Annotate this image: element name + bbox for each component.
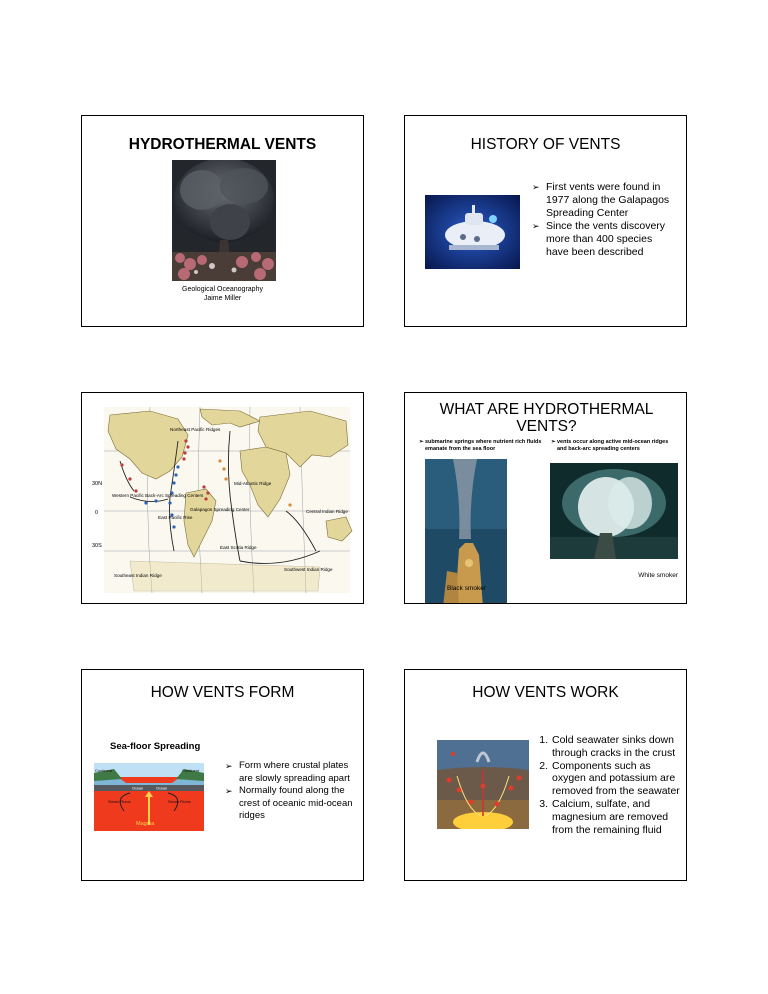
slide4-caption-right: White smoker xyxy=(638,572,678,579)
label-lat-30s: 30S xyxy=(92,543,102,549)
label-central-indian: Central Indian Ridge xyxy=(306,509,348,514)
label-mid-atlantic: Mid-Atlantic Ridge xyxy=(234,481,272,486)
white-smoker-photo xyxy=(550,463,678,559)
label-east-pacific: East Pacific Rise xyxy=(158,515,193,520)
list-item: ➢ Form where crustal plates are slowly spreading apart xyxy=(225,760,357,785)
sea-floor-spreading-diagram xyxy=(94,763,204,831)
slide-what-are-vents xyxy=(404,392,687,604)
label-lat-30n: 30N xyxy=(92,481,103,487)
slide6-step-2: Components such as oxygen and potassium are removed from the seawater xyxy=(552,759,680,798)
slide-history-of-vents xyxy=(404,115,687,327)
label-magma: Magma xyxy=(136,821,155,827)
slide2-bullet-list xyxy=(532,181,677,259)
slide6-step-3: Calcium, sulfate, and magnesium are removed from the remaining fluid xyxy=(552,797,669,836)
black-smoker-chimney-photo xyxy=(425,459,507,604)
label-plume-left: Steam Plume xyxy=(108,800,131,804)
slide4-bullet-left: ➢ submarine springs where nutrient rich fluids emanate from the sea floor xyxy=(419,439,547,452)
list-item: ➢ Since the vents discovery more than 400 species have been described xyxy=(532,220,677,259)
vent-circulation-diagram xyxy=(437,740,529,829)
label-continent-right: Continent xyxy=(182,768,200,773)
slide4-bullet-right-text: vents occur along active mid-ocean ridges and back-arc spreading centers xyxy=(557,439,669,452)
slide1-title: HYDROTHERMAL VENTS xyxy=(128,136,317,153)
slide6-title: HOW VENTS WORK xyxy=(472,684,619,701)
black-smoker-photo xyxy=(172,160,276,281)
label-southeast-indian: Southeast Indian Ridge xyxy=(114,573,162,578)
list-item: ➢ First vents were found in 1977 along the Galapagos Spreading Center xyxy=(532,181,677,220)
slide1-credit-line1: Geological Oceanography xyxy=(182,286,263,293)
slide-hydrothermal-vents xyxy=(81,115,364,327)
slide4-title: WHAT ARE HYDROTHERMAL VENTS? xyxy=(439,401,654,435)
slide5-bullet-2: Normally found along the crest of oceanic mid-ocean ridges xyxy=(239,785,353,821)
diagram-title: Sea-floor Spreading xyxy=(110,741,201,752)
label-southwest-indian: Southwest Indian Ridge xyxy=(284,567,333,572)
list-item: 2. Components such as oxygen and potassium are removed from the seawater xyxy=(534,760,684,798)
label-northeast-pacific: Northeast Pacific Ridges xyxy=(170,427,221,432)
label-ocean-left: Ocean xyxy=(132,786,144,791)
slide2-bullet-2: Since the vents discovery more than 400 species have been described xyxy=(546,220,666,258)
label-lat-0: 0 xyxy=(95,510,99,516)
label-continent-left: Continent xyxy=(95,768,113,773)
slide2-bullet-1: First vents were found in 1977 along the Galapagos Spreading Center xyxy=(546,181,670,219)
slide4-bullet-right: ➢ vents occur along active mid-ocean ridges and back-arc spreading centers xyxy=(551,439,679,452)
slide5-title: HOW VENTS FORM xyxy=(150,684,295,701)
slide-vent-locations-map xyxy=(81,392,364,604)
slide6-steps-list xyxy=(534,734,684,836)
label-ocean-right: Ocean xyxy=(156,786,168,791)
slide-how-vents-form xyxy=(81,669,364,881)
world-vent-map xyxy=(90,401,356,597)
slide5-bullet-1: Form where crustal plates are slowly spreading apart xyxy=(239,760,350,784)
label-galapagos: Galapagos Spreading Center xyxy=(190,507,250,512)
submersible-photo xyxy=(425,195,520,269)
label-east-scotia: East Scotia Ridge xyxy=(220,545,257,550)
slide6-step-1: Cold seawater sinks down through cracks in the crust xyxy=(552,734,676,759)
list-item: 1. Cold seawater sinks down through cracks in the crust xyxy=(534,734,684,760)
slide4-caption-left: Black smoker xyxy=(447,585,487,592)
slide5-bullet-list xyxy=(225,760,357,823)
list-item: ➢ Normally found along the crest of oceanic mid-ocean ridges xyxy=(225,785,357,823)
list-item: 3. Calcium, sulfate, and magnesium are removed from the remaining fluid xyxy=(534,798,684,836)
slide1-credit-line2: Jaime Miller xyxy=(203,295,242,302)
slide4-bullet-left-text: submarine springs where nutrient rich fluids emanate from the sea floor xyxy=(425,439,542,452)
label-western-pacific: Western Pacific Back-Arc Spreading Centers xyxy=(112,493,204,498)
slide-how-vents-work xyxy=(404,669,687,881)
label-plume-right: Steam Plume xyxy=(168,800,191,804)
slide2-title: HISTORY OF VENTS xyxy=(470,136,621,153)
